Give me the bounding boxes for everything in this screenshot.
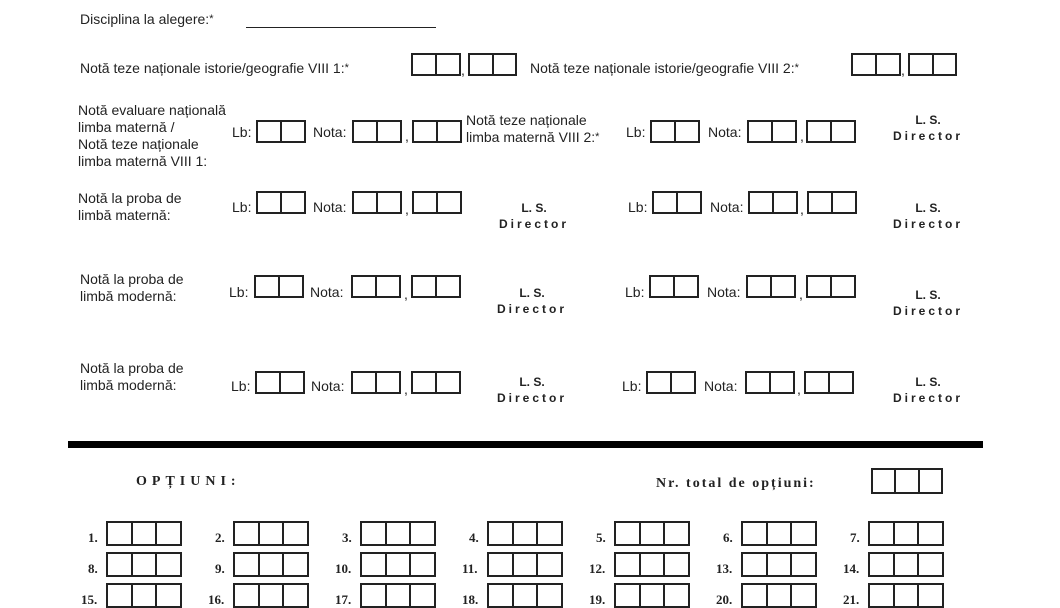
lb-label: Lb: [628,199,648,215]
option-number-label: 11. [462,561,478,576]
comma: , [405,128,409,144]
comma: , [800,201,804,217]
total-optiuni-label: Nr. total de opțiuni: [656,476,816,491]
option-code-field[interactable] [106,521,182,546]
option-number-label: 6. [723,530,733,545]
ls-director-stamp: L. S. Director [496,286,567,316]
proba-moderna-2-nota-int-field-2[interactable] [745,371,795,394]
option-code-field[interactable] [360,583,436,608]
option-code-field[interactable] [487,552,563,577]
nota-label: Nota: [707,284,741,300]
teze-materna-2-nota-int-field[interactable] [747,120,797,143]
proba-moderna-2-lb-field-2[interactable] [646,371,696,394]
proba-moderna-2-nota-dec-field-2[interactable] [804,371,854,394]
comma: , [901,62,905,78]
teze-ist-geo-1-int-field[interactable] [411,53,461,76]
nota-label: Nota: [313,199,347,215]
comma: , [404,286,408,302]
proba-materna-nota-dec-field-2[interactable] [807,191,857,214]
option-number-label: 2. [215,530,225,545]
option-number-label: 9. [215,561,225,576]
comma: , [404,381,408,397]
teze-ist-geo-1-dec-field[interactable] [468,53,517,76]
proba-materna-nota-int-field-2[interactable] [748,191,798,214]
proba-moderna-1-nota-dec-field-2[interactable] [806,275,856,298]
option-number-label: 13. [716,561,733,576]
proba-moderna-2-label: Notă la proba de limbă modernă: [80,360,184,393]
proba-moderna-2-nota-int-field[interactable] [351,371,401,394]
option-number-label: 15. [81,592,98,607]
evaluare-nota-dec-field[interactable] [412,120,462,143]
option-number-label: 4. [469,530,479,545]
option-code-field[interactable] [233,521,309,546]
option-number-label: 3. [342,530,352,545]
option-code-field[interactable] [741,583,817,608]
option-number-label: 1. [88,530,98,545]
option-code-field[interactable] [868,552,944,577]
option-code-field[interactable] [614,521,690,546]
option-code-field[interactable] [868,521,944,546]
teze-ist-geo-2-dec-field[interactable] [908,53,957,76]
option-code-field[interactable] [741,521,817,546]
comma: , [797,381,801,397]
optiuni-title: OPȚIUNI: [136,474,241,489]
option-code-field[interactable] [868,583,944,608]
teze-materna-2-nota-dec-field[interactable] [806,120,856,143]
ls-director-stamp: L. S. Director [892,375,963,405]
nota-label: Nota: [313,124,347,140]
option-number-label: 14. [843,561,860,576]
section-divider [68,441,983,448]
nota-label: Nota: [704,378,738,394]
proba-materna-label: Notă la proba de limbă maternă: [78,190,182,223]
ls-director-stamp: L. S. Director [892,113,963,143]
option-number-label: 5. [596,530,606,545]
option-number-label: 8. [88,561,98,576]
option-code-field[interactable] [614,583,690,608]
nota-label: Nota: [310,284,344,300]
nota-label: Nota: [311,378,345,394]
proba-moderna-1-nota-int-field-2[interactable] [746,275,796,298]
ls-director-stamp: L. S. Director [496,375,567,405]
proba-moderna-1-nota-int-field[interactable] [351,275,401,298]
total-optiuni-field[interactable] [871,468,943,494]
comma: , [800,128,804,144]
teze-materna-2-label: Notă teze naționale limba maternă VIII 2:* [466,112,600,145]
option-number-label: 16. [208,592,225,607]
option-number-label: 17. [335,592,352,607]
option-code-field[interactable] [487,583,563,608]
teze-ist-geo-2-int-field[interactable] [851,53,901,76]
lb-label: Lb: [622,378,642,394]
lb-label: Lb: [626,124,646,140]
option-code-field[interactable] [741,552,817,577]
option-code-field[interactable] [233,583,309,608]
lb-label: Lb: [232,199,252,215]
teze-ist-geo-2-label: Notă teze naționale istorie/geografie VIII 2:* [530,60,799,76]
option-number-label: 21. [843,592,860,607]
proba-moderna-1-nota-dec-field[interactable] [411,275,461,298]
comma: , [405,201,409,217]
option-number-label: 10. [335,561,352,576]
ls-director-stamp: L. S. Director [498,201,569,231]
option-code-field[interactable] [106,552,182,577]
proba-moderna-1-lb-field[interactable] [254,275,304,298]
evaluare-materna-label: Notă evaluare națională limba maternă / Notă teze naționale limba maternă VIII 1: [78,102,226,169]
option-number-label: 12. [589,561,606,576]
lb-label: Lb: [625,284,645,300]
comma: , [461,62,465,78]
ls-director-stamp: L. S. Director [892,288,963,318]
disciplina-label: Disciplina la alegere:* [80,11,214,27]
proba-moderna-1-lb-field-2[interactable] [649,275,699,298]
option-code-field[interactable] [360,552,436,577]
proba-materna-nota-int-field[interactable] [352,191,402,214]
lb-label: Lb: [232,124,252,140]
option-number-label: 18. [462,592,479,607]
ls-director-stamp: L. S. Director [892,201,963,231]
teze-ist-geo-1-label: Notă teze naționale istorie/geografie VIII 1:* [80,60,349,76]
lb-label: Lb: [231,378,251,394]
option-code-field[interactable] [360,521,436,546]
nota-label: Nota: [708,124,742,140]
option-number-label: 7. [850,530,860,545]
nota-label: Nota: [710,199,744,215]
proba-moderna-2-nota-dec-field[interactable] [411,371,461,394]
proba-moderna-1-label: Notă la proba de limbă modernă: [80,271,184,304]
proba-materna-lb-field-2[interactable] [652,191,702,214]
comma: , [799,286,803,302]
proba-materna-nota-dec-field[interactable] [412,191,462,214]
option-number-label: 19. [589,592,606,607]
option-code-field[interactable] [233,552,309,577]
teze-materna-2-lb-field[interactable] [650,120,700,143]
option-number-label: 20. [716,592,733,607]
option-code-field[interactable] [106,583,182,608]
proba-materna-lb-field[interactable] [256,191,306,214]
disciplina-input[interactable] [246,27,436,28]
proba-moderna-2-lb-field[interactable] [255,371,305,394]
lb-label: Lb: [229,284,249,300]
evaluare-nota-int-field[interactable] [352,120,402,143]
evaluare-lb-field[interactable] [256,120,306,143]
option-code-field[interactable] [614,552,690,577]
option-code-field[interactable] [487,521,563,546]
